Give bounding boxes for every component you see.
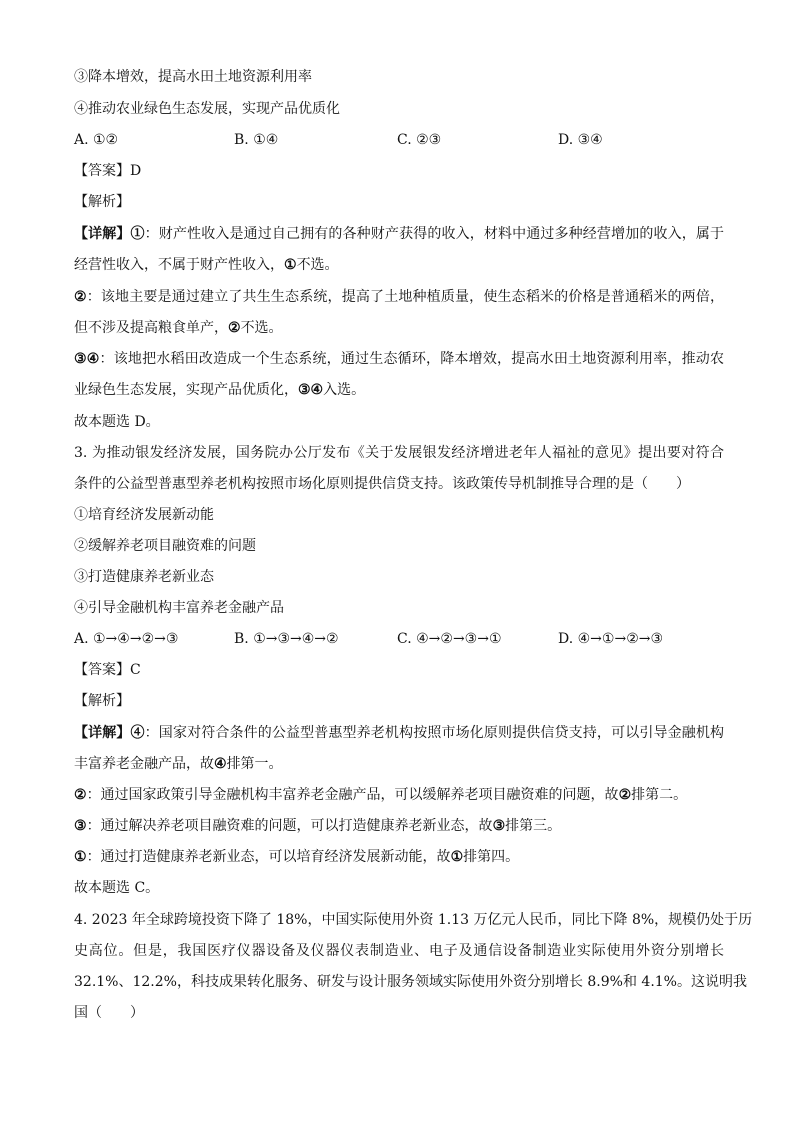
detail-label: ② [74,289,87,305]
detail-paragraph-cont [74,319,724,337]
detail-label: ③④ [74,351,100,367]
detail-text: ：财产性收入是通过自己拥有的各种财产获得的收入，材料中通过多种经营增加的收入，属于 [144,226,725,242]
detail-text: ：该地主要是通过建立了共生生态系统，提高了土地种植质量，使生态稻米的价格是普通稻米的两倍， [86,289,724,305]
detail-text: ：该地把水稻田改造成一个生态系统，通过生态循环，降本增效，提高水田土地资源利用率，推动农 [99,351,724,367]
option-a: A. ①② [74,132,119,148]
q3-item-3: ③打造健康养老新业态 [74,569,214,585]
question-4-stem-cont: 32.1%、12.2%，科技成果转化服务、研发与设计服务领域实际使用外资分别增长 8.9%和 4.1%。这说明我 [74,974,747,990]
answer-label: 【答案】C [74,662,141,678]
option-c: C. ④→②→③→① [397,631,502,647]
detail-mark: ① [450,849,464,865]
detail-paragraph-cont [74,256,724,274]
question-4-stem: 4. 2023 年全球跨境投资下降了 18%，中国实际使用外资 1.13 万亿元人民币，同比下降 8%，规模仍处于历 [74,912,753,928]
answer-options [74,131,724,149]
detail-paragraph [74,848,724,866]
detail-text: 排第二。 [631,787,688,803]
detail-text: 不选。 [240,320,283,336]
option-item-4: ④推动农业绿色生态发展，实现产品优质化 [74,101,340,117]
detail-text: 不选。 [296,257,339,273]
detail-text: 业绿色生态发展，实现产品优质化， [74,382,298,398]
detail-label: ① [74,849,87,865]
conclusion: 故本题选 D。 [74,414,160,430]
detail-text: 经营性收入，不属于财产性收入， [74,257,284,273]
detail-text: ：通过解决养老项目融资难的问题，可以打造健康养老新业态，故 [86,818,493,834]
option-c: C. ②③ [397,132,442,148]
detail-text: 入选。 [323,382,366,398]
detail-paragraph [74,350,724,368]
detail-paragraph-cont [74,755,724,773]
q3-item-1: ①培育经济发展新动能 [74,507,214,523]
detail-mark: ② [228,320,241,336]
answer-options [74,630,724,648]
detail-label: ③ [74,818,87,834]
answer-label: 【答案】D [74,163,142,179]
q3-item-4: ④引导金融机构丰富养老金融产品 [74,600,284,616]
option-d: D. ③④ [558,132,603,148]
detail-paragraph [74,288,724,306]
option-item-3: ③降本增效，提高水田土地资源利用率 [74,69,312,85]
q3-item-2: ②缓解养老项目融资难的问题 [74,538,256,554]
detail-paragraph-cont [74,381,724,399]
option-d: D. ④→①→②→③ [558,631,664,647]
conclusion: 故本题选 C。 [74,880,160,896]
option-b: B. ①④ [234,132,279,148]
detail-label: 【详解】④ [74,725,145,741]
detail-paragraph [74,724,724,742]
detail-label: 【详解】① [74,226,145,242]
analysis-label: 【解析】 [74,194,130,210]
detail-text: 但不涉及提高粮食单产， [74,320,228,336]
detail-mark: ④ [214,756,227,772]
question-4-stem-cont: 史高位。但是，我国医疗仪器设备及仪器仪表制造业、电子及通信设备制造业实际使用外资分别增长 [74,943,724,959]
detail-text: ：国家对符合条件的公益型普惠型养老机构按照市场化原则提供信贷支持，可以引导金融机构 [144,725,725,741]
detail-paragraph [74,817,724,835]
detail-paragraph [74,225,724,243]
question-4-stem-cont: 国（ ） [74,1005,144,1021]
detail-text: ：通过国家政策引导金融机构丰富养老金融产品，可以缓解养老项目融资难的问题，故 [86,787,619,803]
detail-mark: ③ [492,818,506,834]
detail-text: 排第三。 [505,818,562,834]
detail-mark: ① [284,257,297,273]
detail-paragraph [74,786,724,804]
question-3-stem: 3. 为推动银发经济发展，国务院办公厅发布《关于发展银发经济增进老年人福祉的意见》提出要对符合 [74,445,724,461]
detail-text: 排第一。 [226,756,283,772]
detail-mark: ② [618,787,632,803]
analysis-label: 【解析】 [74,693,130,709]
option-b: B. ①→③→④→② [234,631,339,647]
detail-text: 丰富养老金融产品，故 [74,756,214,772]
option-a: A. ①→④→②→③ [74,631,179,647]
detail-mark: ③④ [298,382,324,398]
detail-text: 排第四。 [463,849,520,865]
question-3-stem-cont: 条件的公益型普惠型养老机构按照市场化原则提供信贷支持。该政策传导机制推导合理的是（ ） [74,476,690,492]
detail-label: ② [74,787,87,803]
detail-text: ：通过打造健康养老新业态，可以培育经济发展新动能，故 [86,849,451,865]
